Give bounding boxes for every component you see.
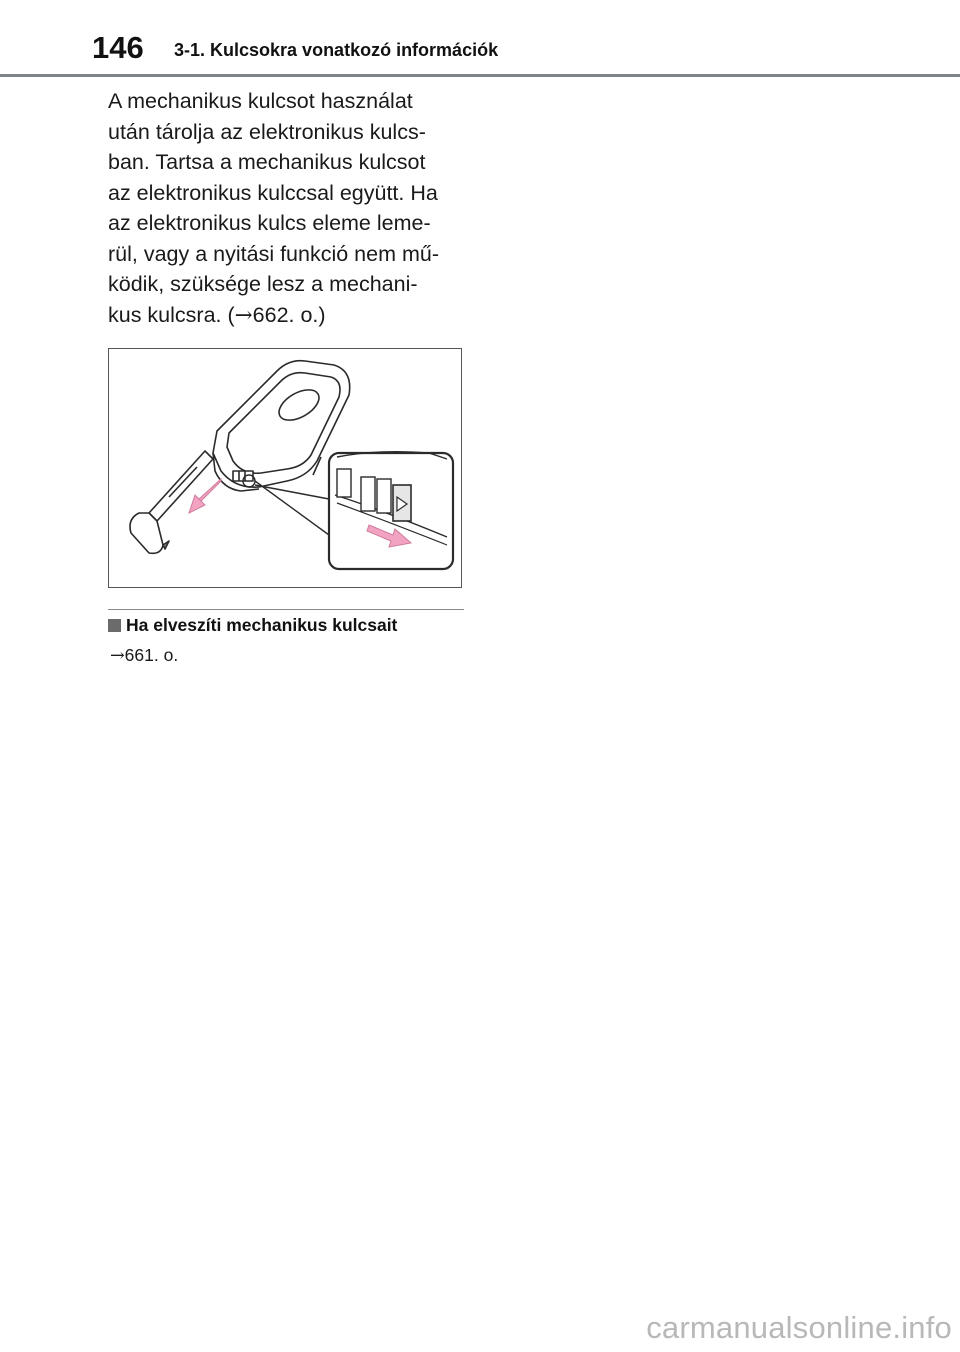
page-reference-link[interactable]: 662. o.) — [252, 302, 326, 327]
subsection-heading — [108, 615, 397, 636]
watermark: carmanualsonline.info — [646, 1310, 952, 1345]
pull-arrow-icon — [189, 479, 221, 513]
body-line: ban. Tartsa a mechanikus kulcsot — [108, 150, 426, 174]
subsection-divider — [108, 609, 464, 610]
section-title: 3-1. Kulcsokra vonatkozó információk — [174, 40, 499, 60]
subsection-heading-text: Ha elveszíti mechanikus kulcsait — [126, 615, 398, 635]
page-header — [0, 0, 960, 80]
smart-key-icon — [109, 349, 461, 587]
body-line: az elektronikus kulcs eleme leme- — [108, 211, 431, 235]
body-line: az elektronikus kulccsal együtt. Ha — [108, 180, 438, 205]
page-number: 146 — [92, 30, 144, 65]
key-illustration — [108, 348, 462, 588]
square-bullet-icon — [108, 619, 121, 632]
subsection-reference — [110, 645, 178, 666]
header-divider — [0, 74, 960, 77]
body-line: rül, vagy a nyitási funkció nem mű- — [108, 241, 439, 266]
page-reference-link[interactable]: 661. o. — [124, 645, 179, 665]
body-line: A mechanikus kulcsot használat — [108, 89, 413, 113]
body-paragraph — [108, 86, 468, 331]
body-line-with-ref — [108, 300, 468, 332]
ref-arrow: → — [234, 302, 253, 328]
ref-arrow: → — [110, 646, 125, 666]
body-line: ködik, szüksége lesz a mechani- — [108, 272, 418, 296]
body-line: után tárolja az elektronikus kulcs- — [108, 119, 426, 144]
inset-detail — [329, 452, 453, 569]
body-line: kus kulcsra. ( — [108, 302, 235, 327]
